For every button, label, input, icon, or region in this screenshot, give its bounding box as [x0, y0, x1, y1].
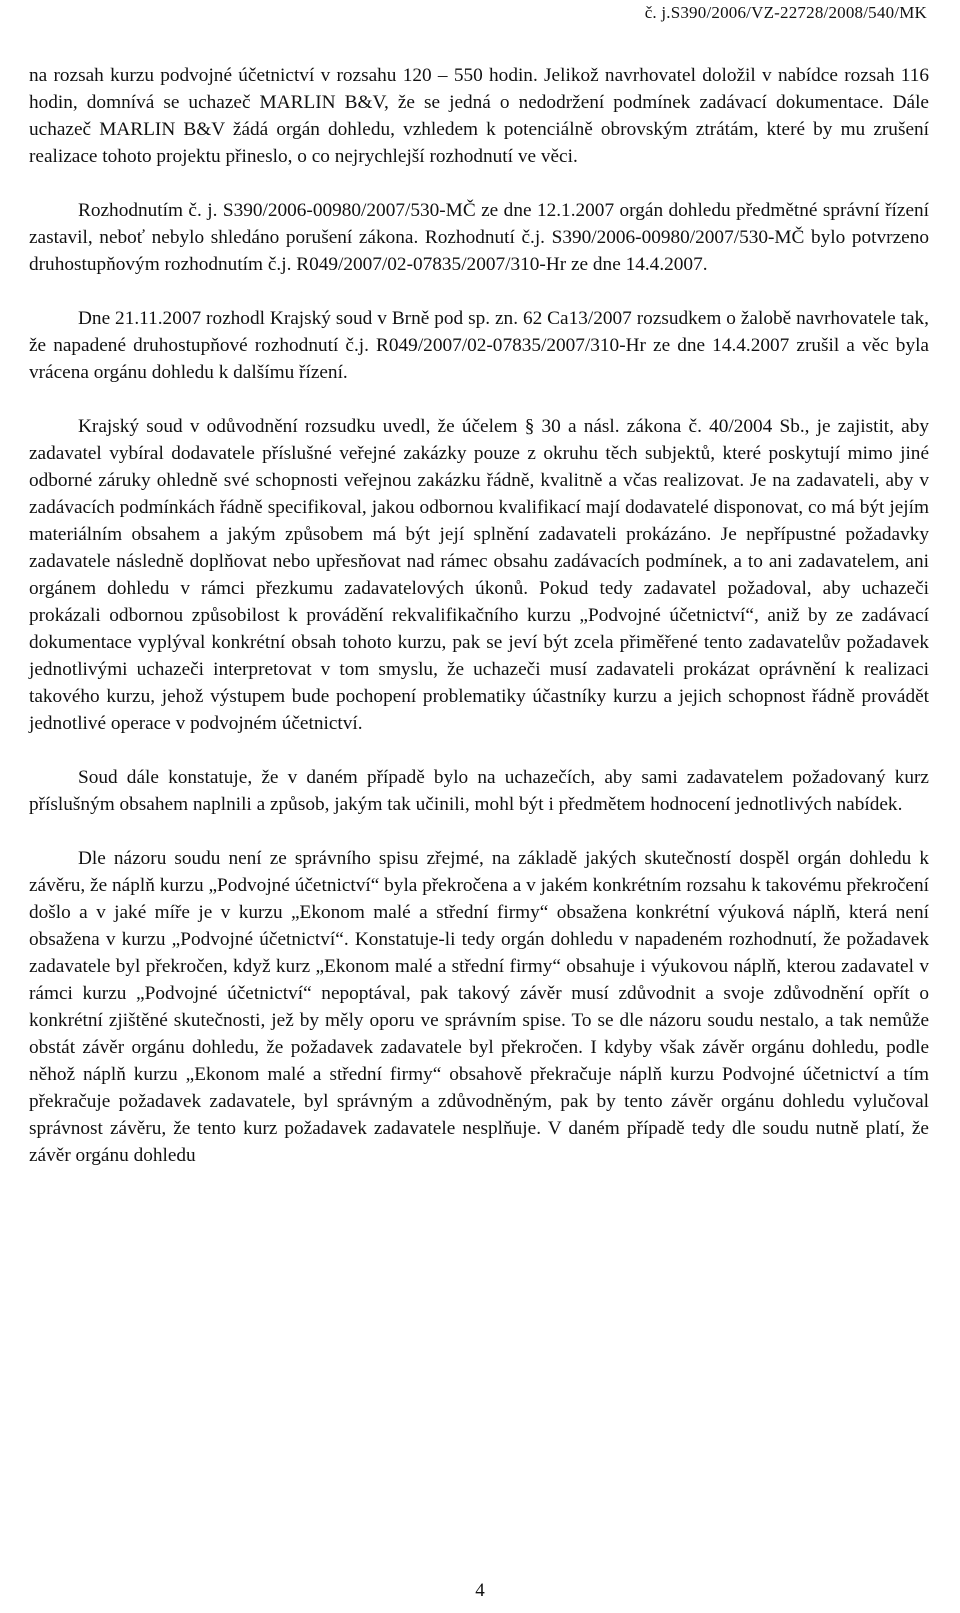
paragraph-court-opinion: Dle názoru soudu není ze správního spisu zřejmé, na základě jakých skutečností dospěl orgán dohledu k závěru, že náplň kurzu „Podvojné účetnictví“ byla překročena a v jakém konkrétním rozsahu k takovému překročení došlo a v jaké míře je v kurzu „Ekonom malé a střední firmy“ obsažena konkrétní výuková náplň, která není obsažena v kurzu „Podvojné účetnictví“. Konstatuje-li tedy orgán dohledu v napadeném rozhodnutí, že požadavek zadavatele byl překročen, když kurz „Ekonom malé a střední firmy“ obsahuje i výukovou náplň, kterou zadavatel v rámci kurzu „Podvojné účetnictví“ nepoptával, pak takový závěr musí zdůvodnit a svoje zdůvodnění opřít o konkrétní zjištěné skutečnosti, jež by měly oporu ve správním spise. To se dle názoru soudu nestalo, a tak nemůže obstát závěr orgánu dohledu, že požadavek zadavatele byl překročen. I kdyby však závěr orgánu dohledu, podle něhož náplň kurzu „Ekonom malé a střední firmy“ obsahově překračuje náplň kurzu Podvojné účetnictví a tím překračuje požadavek zadavatele, byl správným a zdůvodněným, pak by tento závěr orgánu dohledu vylučoval správnost závěru, že tento kurz požadavek zadavatele nesplňuje. V daném případě tedy dle soudu nutně platí, že závěr orgánu dohledu — [29, 848, 929, 1166]
page-number: 4 — [475, 1580, 485, 1601]
paragraph-court-finding: Soud dále konstatuje, že v daném případě bylo na uchazečích, aby sami zadavatelem požadovaný kurz příslušným obsahem naplnili a způsob, jakým tak učinili, mohl být i předmětem hodnocení jednotlivých nabídek. — [29, 767, 929, 815]
paragraph-decision-history: Rozhodnutím č. j. S390/2006-00980/2007/530-MČ ze dne 12.1.2007 orgán dohledu předmětné správní řízení zastavil, neboť nebylo shledáno porušení zákona. Rozhodnutí č.j. S390/2006-00980/2007/530-MČ bylo potvrzeno druhostupňovým rozhodnutím č.j. R049/2007/02-07835/2007/310-Hr ze dne 14.4.2007. — [29, 200, 929, 275]
document-body — [29, 62, 929, 1169]
document-reference-header: č. j.S390/2006/VZ-22728/2008/540/MK — [644, 3, 927, 22]
paragraph-court-reasoning: Krajský soud v odůvodnění rozsudku uvedl, že účelem § 30 a násl. zákona č. 40/2004 Sb., je zajistit, aby zadavatel vybíral dodavatele příslušné veřejné zakázky pouze z okruhu těch subjektů, které poskytují mimo jiné odborné záruky ohledně své schopnosti veřejnou zakázku řádně, kvalitně a včas realizovat. Je na zadavateli, aby v zadávacích podmínkách řádně specifikoval, jakou odbornou kvalifikací mají dodavatelé disponovat, co má být jejím materiálním obsahem a jakým způsobem má být její splnění zadavateli prokázáno. Je nepřípustné požadavky zadavatele následně doplňovat nebo upřesňovat nad rámec obsahu zadávacích podmínek, a to ani zadavatelem, ani orgánem dohledu v rámci přezkumu zadavatelových úkonů. Pokud tedy zadavatel požadoval, aby uchazeči prokázali odbornou způsobilost k provádění rekvalifikačního kurzu „Podvojné účetnictví“, aniž by ze zadávací dokumentace vyplýval konkrétní obsah tohoto kurzu, pak se jeví být zcela přiměřené tento zadavatelův požadavek jednotlivými uchazeči interpretovat v tom smyslu, že uchazeči musí zadavateli prokázat oprávnění k realizaci takového kurzu, jehož výstupem bude pochopení problematiky účastníky kurzu a jejich schopnost řádně provádět jednotlivé operace v podvojném účetnictví. — [29, 416, 929, 734]
paragraph-court-ruling: Dne 21.11.2007 rozhodl Krajský soud v Brně pod sp. zn. 62 Ca13/2007 rozsudkem o žalobě navrhovatele tak, že napadené druhostupňové rozhodnutí č.j. R049/2007/02-07835/2007/310-Hr ze dne 14.4.2007 zrušil a věc byla vrácena orgánu dohledu k dalšímu řízení. — [29, 308, 929, 383]
paragraph-continuation: na rozsah kurzu podvojné účetnictví v rozsahu 120 – 550 hodin. Jelikož navrhovatel doložil v nabídce rozsah 116 hodin, domnívá se uchazeč MARLIN B&V, že se jedná o nedodržení podmínek zadávací dokumentace. Dále uchazeč MARLIN B&V žádá orgán dohledu, vzhledem k potenciálně obrovským ztrátám, které by mu zrušení realizace tohoto projektu přineslo, o co nejrychlejší rozhodnutí ve věci. — [29, 65, 929, 167]
